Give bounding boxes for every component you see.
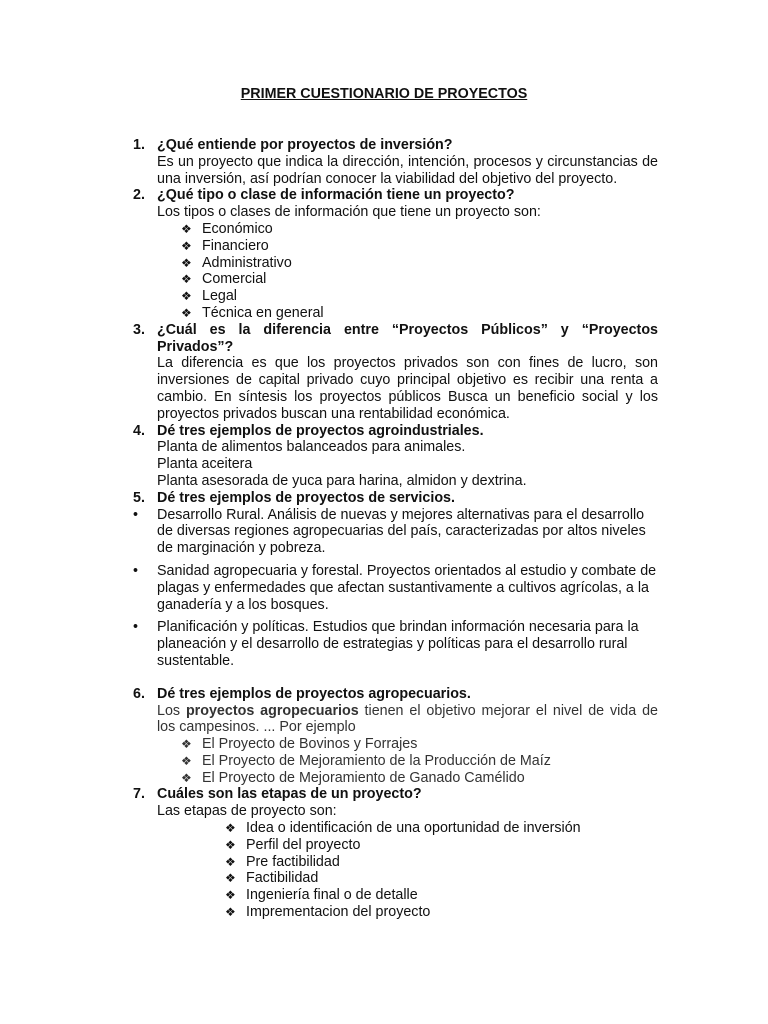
list-item: ❖ Económico <box>181 220 273 237</box>
question-text: ¿Cuál es la diferencia entre “Proyectos Públicos” y “Proyectos Privados”? <box>157 321 658 355</box>
list-item: ❖ Comercial <box>181 271 267 288</box>
question-7 <box>133 786 658 803</box>
info-types-list <box>133 221 658 322</box>
answer-4-line: Planta asesorada de yuca para harina, almidon y dextrina. <box>157 472 527 489</box>
questionnaire <box>133 137 658 921</box>
diamond-bullet-icon: ❖ <box>225 854 236 869</box>
answer-4-line: Planta de alimentos balanceados para animales. <box>157 439 466 456</box>
diamond-bullet-icon: ❖ <box>225 871 236 886</box>
diamond-bullet-icon: ❖ <box>181 753 192 768</box>
question-number: 1. <box>133 137 145 153</box>
list-item: • Desarrollo Rural. Análisis de nuevas y mejores alternativas para el desarrollo de diversas regiones agropecuarias del país, caracterizadas por altos niveles de marginación y pobreza. <box>133 506 646 557</box>
bullet-icon: • <box>133 619 139 636</box>
diamond-bullet-icon: ❖ <box>181 305 192 320</box>
list-item: ❖ Técnica en general <box>181 304 324 321</box>
question-2 <box>133 187 658 204</box>
list-item: ❖ El Proyecto de Bovinos y Forrajes <box>181 736 418 753</box>
diamond-bullet-icon: ❖ <box>225 905 236 920</box>
question-number: 7. <box>133 786 145 803</box>
diamond-bullet-icon: ❖ <box>181 289 192 304</box>
question-6 <box>133 686 658 703</box>
question-text: ¿Qué entiende por proyectos de inversión? <box>157 137 453 153</box>
list-item: ❖ Idea o identificación de una oportunidad de inversión <box>225 820 581 837</box>
question-number: 4. <box>133 422 145 439</box>
list-item: ❖ Imprementacion del proyecto <box>225 904 431 921</box>
bullet-icon: • <box>133 506 139 523</box>
project-stages-list <box>133 820 658 921</box>
question-number: 6. <box>133 685 145 702</box>
question-text: Dé tres ejemplos de proyectos agroindustriales. <box>157 422 484 439</box>
answer-1: Es un proyecto que indica la dirección, intención, procesos y circunstancias de una inversión, así podrían conocer la viabilidad del objetivo del proyecto. <box>157 153 658 187</box>
diamond-bullet-icon: ❖ <box>181 272 192 287</box>
question-number: 2. <box>133 187 145 204</box>
question-number: 3. <box>133 321 145 338</box>
list-item: ❖ Pre factibilidad <box>225 853 340 870</box>
question-4 <box>133 423 658 440</box>
diamond-bullet-icon: ❖ <box>181 770 192 785</box>
diamond-bullet-icon: ❖ <box>225 821 236 836</box>
bullet-icon: • <box>133 562 139 579</box>
answer-6: Los proyectos agropecuarios tienen el objetivo mejorar el nivel de vida de los campesinos. ... Por ejemplo <box>157 702 658 736</box>
list-item: ❖ Financiero <box>181 237 269 254</box>
diamond-bullet-icon: ❖ <box>181 221 192 236</box>
list-item: ❖ Legal <box>181 288 237 305</box>
list-item: ❖ El Proyecto de Mejoramiento de Ganado Camélido <box>181 769 525 786</box>
question-number: 5. <box>133 489 145 506</box>
question-text: Dé tres ejemplos de proyectos agropecuarios. <box>157 685 471 702</box>
answer-3: La diferencia es que los proyectos privados son con fines de lucro, son inversiones de capital privado cuyo principal objetivo es recibir una renta a cambio. En síntesis los proyectos públicos Busca un beneficio social y los proyectos privados buscan una rentabilidad económica. <box>157 355 658 422</box>
answer-2-intro: Los tipos o clases de información que tiene un proyecto son: <box>157 204 541 221</box>
diamond-bullet-icon: ❖ <box>181 737 192 752</box>
list-item: ❖ Administrativo <box>181 254 292 271</box>
document-title: PRIMER CUESTIONARIO DE PROYECTOS <box>240 86 528 102</box>
list-item: ❖ Perfil del proyecto <box>225 836 361 853</box>
list-item: ❖ Ingeniería final o de detalle <box>225 887 418 904</box>
question-3 <box>133 322 658 356</box>
question-1 <box>133 137 658 154</box>
question-text: Cuáles son las etapas de un proyecto? <box>157 786 422 803</box>
agro-projects-list <box>133 736 658 786</box>
list-item: ❖ Factibilidad <box>225 870 319 887</box>
services-list <box>133 507 658 670</box>
question-5 <box>133 490 658 507</box>
list-item: • Sanidad agropecuaria y forestal. Proyectos orientados al estudio y combate de plagas y enfermedades que afectan sustantivamente a cultivos agrícolas, a la ganadería y a los bosques. <box>133 562 657 613</box>
answer-4-line: Planta aceitera <box>157 456 253 473</box>
diamond-bullet-icon: ❖ <box>225 837 236 852</box>
question-text: Dé tres ejemplos de proyectos de servicios. <box>157 489 455 506</box>
list-item: ❖ El Proyecto de Mejoramiento de la Producción de Maíz <box>181 752 551 769</box>
diamond-bullet-icon: ❖ <box>181 255 192 270</box>
answer-7-intro: Las etapas de proyecto son: <box>157 803 337 820</box>
diamond-bullet-icon: ❖ <box>225 888 236 903</box>
list-item: • Planificación y políticas. Estudios que brindan información necesaria para la planeación y el desarrollo de estrategias y políticas para el desarrollo rural sustentable. <box>133 619 639 669</box>
question-text: ¿Qué tipo o clase de información tiene un proyecto? <box>157 187 515 204</box>
diamond-bullet-icon: ❖ <box>181 238 192 253</box>
